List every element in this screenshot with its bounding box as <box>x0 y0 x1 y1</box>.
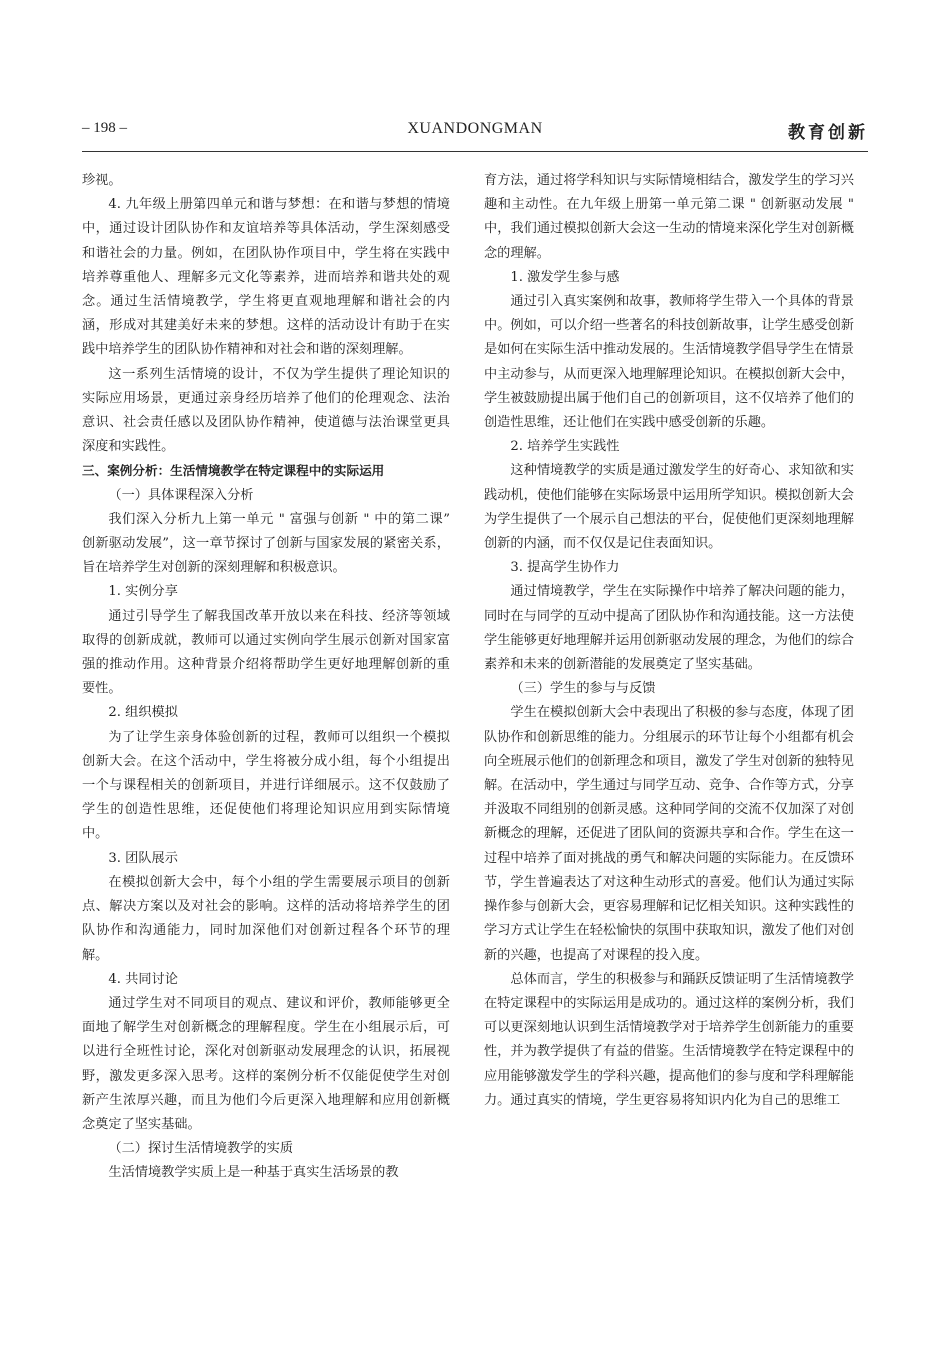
subheading: （一）具体课程深入分析 <box>108 487 254 503</box>
paragraph: 我们深入分析九上第一单元 " 富强与创新 " 中的第二课” 创新驱动发展”，这一章节探讨了创新与国家发展的紧密关系，旨在培养学生对创新的深刻理解和积极意识。 <box>82 511 450 576</box>
header-rule <box>82 151 868 152</box>
paragraph: 这种情境教学的实质是通过激发学生的好奇心、求知欲和实践动机，使他们能够在实际场景中运用所学知识。模拟创新大会为学生提供了一个展示自己想法的平台，促使他们更深刻地理解创新的内涵，而不仅仅是记住表面知识。 <box>484 463 854 552</box>
subheading: 4. 共同讨论 <box>108 971 178 987</box>
paragraph: 通过引入真实案例和故事，教师将学生带入一个具体的背景中。例如，可以介绍一些著名的科技创新故事，让学生感受创新是如何在实际生活中推动发展的。生活情境教学倡导学生在情景中主动参与，从而更深入地理解理论知识。在模拟创新大会中，学生被鼓励提出属于他们自己的创新项目，这不仅培养了他们的创造性思维，还让他们在实践中感受创新的乐趣。 <box>484 294 854 431</box>
subheading: 1. 实例分享 <box>108 584 178 600</box>
subheading: 3. 提高学生协作力 <box>510 560 620 576</box>
paragraph-continuation: 育方法，通过将学科知识与实际情境相结合，激发学生的学习兴趣和主动性。在九年级上册第一单元第二课 " 创新驱动发展 " 中，我们通过模拟创新大会这一生动的情境来深化学生对创新概念的理解。 <box>484 173 854 261</box>
subheading: 2. 培养学生实践性 <box>510 439 620 455</box>
subheading: 1. 激发学生参与感 <box>510 269 620 285</box>
section-title: 教育创新 <box>788 123 868 143</box>
page-number: – 198 – <box>82 120 127 136</box>
subheading: （三）学生的参与与反馈 <box>510 681 656 697</box>
paragraph: 通过引导学生了解我国改革开放以来在科技、经济等领域取得的创新成就，教师可以通过实例向学生展示创新对国家富强的推动作用。这种背景介绍将帮助学生更好地理解创新的重要性。 <box>82 608 450 697</box>
subheading: 3. 团队展示 <box>108 850 178 866</box>
right-column <box>484 169 854 1113</box>
journal-name: XUANDONGMAN <box>407 120 543 137</box>
left-column <box>82 169 450 1186</box>
paragraph: 通过学生对不同项目的观点、建议和评价，教师能够更全面地了解学生对创新概念的理解程度。学生在小组展示后，可以进行全班性讨论，深化对创新驱动发展理念的认识，拓展视野，激发更多深入思考。这样的案例分析不仅能促使学生对创新产生浓厚兴趣，而且为他们今后更深入地理解和应用创新概念奠定了坚实基础。 <box>82 995 450 1132</box>
paragraph: 通过情境教学，学生在实际操作中培养了解决问题的能力，同时在与同学的互动中提高了团队协作和沟通技能。这一方法使学生能够更好地理解并运用创新驱动发展的理念，为他们的综合素养和未来的创新潜能的发展奠定了坚实基础。 <box>484 584 854 673</box>
paragraph: 为了让学生亲身体验创新的过程，教师可以组织一个模拟创新大会。在这个活动中，学生将被分成小组，每个小组提出一个与课程相关的创新项目，并进行详细展示。这不仅鼓励了学生的创造性思维，还促使他们将理论知识应用到实际情境中。 <box>82 729 450 842</box>
section-heading: 三、案例分析：生活情境教学在特定课程中的实际运用 <box>82 463 385 479</box>
paragraph-continuation: 珍视。 <box>82 173 122 188</box>
page-header <box>82 120 868 144</box>
paragraph: 4. 九年级上册第四单元和谐与梦想：在和谐与梦想的情境中，通过设计团队协作和友谊培养等具体活动，学生深刻感受和谐社会的力量。例如，在团队协作项目中，学生将在实践中培养尊重他人、理解多元文化等素养，进而培养和谐共处的观念。通过生活情境教学，学生将更直观地理解和谐社会的内涵，形成对其建美好未来的梦想。这样的活动设计有助于在实践中培养学生的团队协作精神和对社会和谐的深刻理解。 <box>82 197 450 358</box>
paragraph: 生活情境教学实质上是一种基于真实生活场景的教 <box>108 1165 399 1181</box>
paragraph: 总体而言，学生的积极参与和踊跃反馈证明了生活情境教学在特定课程中的实际运用是成功的。通过这样的案例分析，我们可以更深刻地认识到生活情境教学对于培养学生创新能力的重要性，并为教学提供了有益的借鉴。生活情境教学在特定课程中的应用能够激发学生的学科兴趣，提高他们的参与度和学科理解能力。通过真实的情境，学生更容易将知识内化为自己的思维工 <box>484 971 854 1108</box>
paragraph: 学生在模拟创新大会中表现出了积极的参与态度，体现了团队协作和创新思维的能力。分组展示的环节让每个小组都有机会向全班展示他们的创新理念和项目，激发了学生对创新的独特见解。在活动中，学生通过与同学互动、竞争、合作等方式，分享并汲取不同组别的创新灵感。这种同学间的交流不仅加深了对创新概念的理解，还促进了团队间的资源共享和合作。学生在这一过程中培养了面对挑战的勇气和解决问题的实际能力。在反馈环节，学生普遍表达了对这种生动形式的喜爱。他们认为通过实际操作参与创新大会，更容易理解和记忆相关知识。这种实践性的学习方式让学生在轻松愉快的氛围中获取知识，激发了他们对创新的兴趣，也提高了对课程的投入度。 <box>484 705 854 963</box>
subheading: 2. 组织模拟 <box>108 705 178 721</box>
paragraph: 在模拟创新大会中，每个小组的学生需要展示项目的创新点、解决方案以及对社会的影响。这样的活动将培养学生的团队协作和沟通能力，同时加深他们对创新过程各个环节的理解。 <box>82 874 450 963</box>
subheading: （二）探讨生活情境教学的实质 <box>108 1141 294 1157</box>
paragraph: 这一系列生活情境的设计，不仅为学生提供了理论知识的实际应用场景，更通过亲身经历培养了他们的伦理观念、法治意识、社会责任感以及团队协作精神，使道德与法治课堂更具深度和实践性。 <box>82 366 450 455</box>
